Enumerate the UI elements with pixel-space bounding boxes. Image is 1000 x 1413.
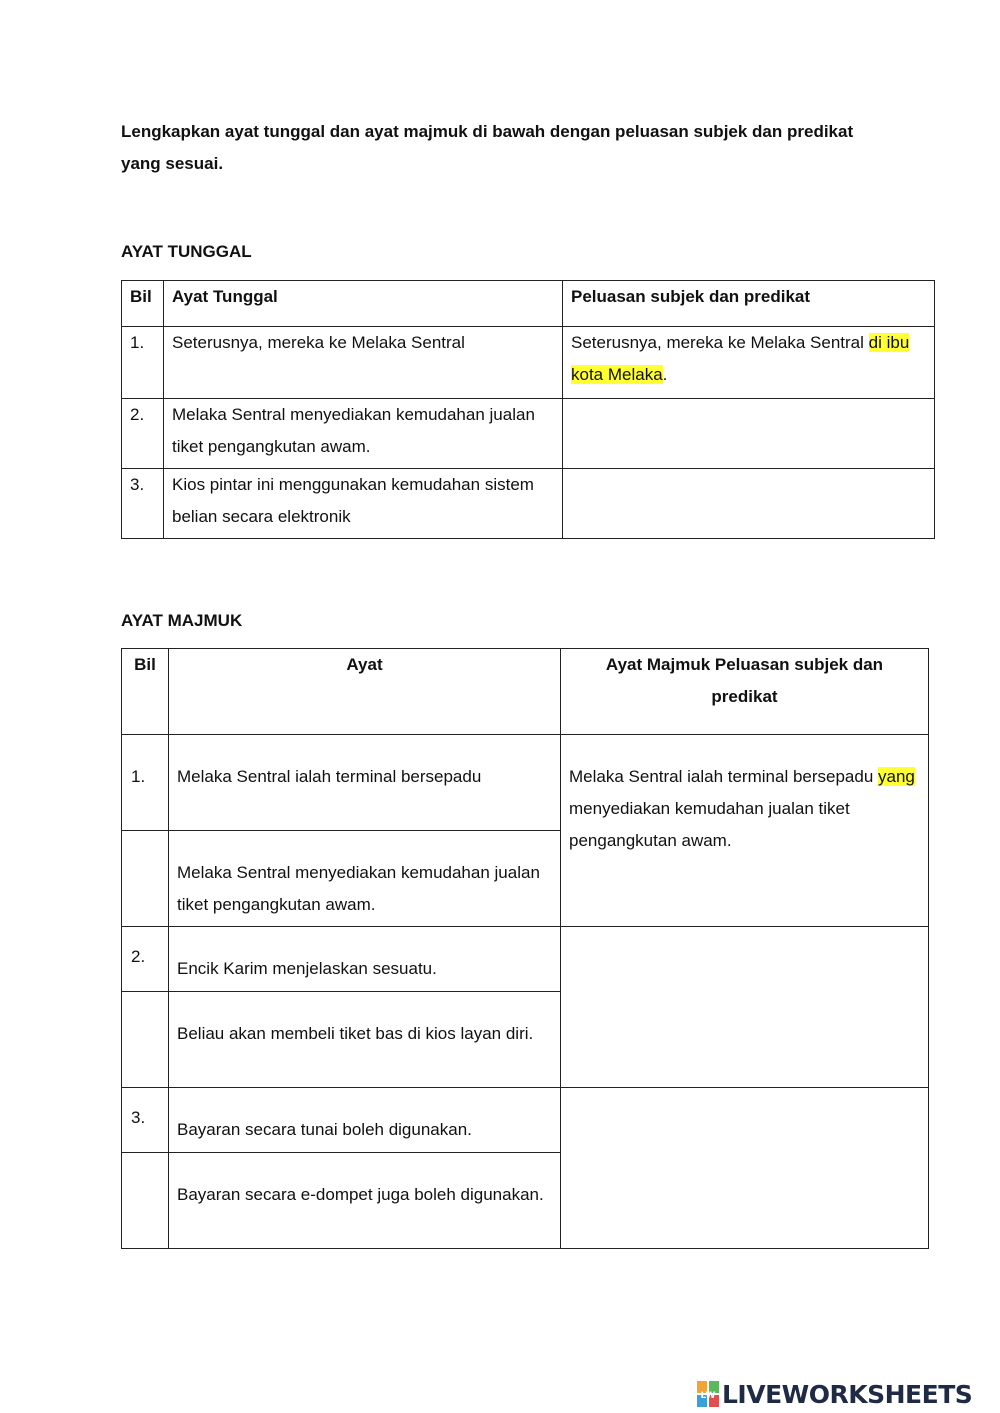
ayat-tunggal-table xyxy=(121,280,935,539)
row-bil: 1. xyxy=(122,735,169,831)
row-bil: 3. xyxy=(122,469,164,539)
ayat-majmuk-table xyxy=(121,648,929,1249)
table-row xyxy=(122,1088,929,1153)
highlighted-text: di ibu kota Melaka xyxy=(571,333,910,384)
answer-cell xyxy=(561,735,929,927)
header-bil: Bil xyxy=(122,649,169,735)
answer-input-cell[interactable] xyxy=(563,469,935,539)
answer-input-cell[interactable] xyxy=(561,1088,929,1249)
answer-input-cell[interactable] xyxy=(561,927,929,1088)
table-row xyxy=(122,735,929,831)
row-bil-empty xyxy=(122,831,169,927)
table-header-row xyxy=(122,649,929,735)
answer-text-end: . xyxy=(662,365,668,384)
row-bil: 1. xyxy=(122,327,164,399)
section-title-ayat-tunggal: AYAT TUNGGAL xyxy=(121,242,252,261)
answer-cell xyxy=(563,327,935,399)
liveworksheets-logo-icon xyxy=(697,1381,719,1407)
table-row xyxy=(122,399,935,469)
row-ayat: Seterusnya, mereka ke Melaka Sentral xyxy=(164,327,563,399)
header-ayat: Ayat xyxy=(169,649,561,735)
answer-input-cell[interactable] xyxy=(563,399,935,469)
row-ayat-a: Melaka Sentral ialah terminal bersepadu xyxy=(169,735,561,831)
row-bil: 3. xyxy=(122,1088,169,1153)
table-row xyxy=(122,469,935,539)
row-bil: 2. xyxy=(122,927,169,992)
answer-text-end: menyediakan kemudahan jualan tiket pengangkutan awam. xyxy=(569,799,850,850)
liveworksheets-logo xyxy=(697,1377,972,1411)
header-peluasan: Peluasan subjek dan predikat xyxy=(563,281,935,327)
logo-text: LIVEWORKSHEETS xyxy=(722,1379,973,1409)
row-bil-empty xyxy=(122,992,169,1088)
row-ayat-a: Bayaran secara tunai boleh digunakan. xyxy=(169,1088,561,1153)
instruction-text: Lengkapkan ayat tunggal dan ayat majmuk di bawah dengan peluasan subjek dan predikat yang sesuai. xyxy=(121,122,854,173)
row-ayat: Kios pintar ini menggunakan kemudahan sistem belian secara elektronik xyxy=(164,469,563,539)
header-ayat-majmuk: Ayat Majmuk Peluasan subjek dan predikat xyxy=(561,649,929,735)
row-ayat-b: Melaka Sentral menyediakan kemudahan jualan tiket pengangkutan awam. xyxy=(169,831,561,927)
table-header-row xyxy=(122,281,935,327)
answer-text: Melaka Sentral ialah terminal bersepadu xyxy=(569,767,879,786)
table-row xyxy=(122,327,935,399)
row-ayat-a: Encik Karim menjelaskan sesuatu. xyxy=(169,927,561,992)
row-ayat-b: Bayaran secara e-dompet juga boleh digunakan. xyxy=(169,1153,561,1249)
answer-text: Seterusnya, mereka ke Melaka Sentral xyxy=(571,333,869,352)
header-ayat-tunggal: Ayat Tunggal xyxy=(164,281,563,327)
logo-mark-text: LW xyxy=(700,1391,716,1401)
table-row xyxy=(122,927,929,992)
row-bil-empty xyxy=(122,1153,169,1249)
header-bil: Bil xyxy=(122,281,164,327)
section-title-ayat-majmuk: AYAT MAJMUK xyxy=(121,611,243,630)
row-bil: 2. xyxy=(122,399,164,469)
row-ayat-b: Beliau akan membeli tiket bas di kios layan diri. xyxy=(169,992,561,1088)
highlighted-text: yang xyxy=(878,767,915,786)
row-ayat: Melaka Sentral menyediakan kemudahan jualan tiket pengangkutan awam. xyxy=(164,399,563,469)
